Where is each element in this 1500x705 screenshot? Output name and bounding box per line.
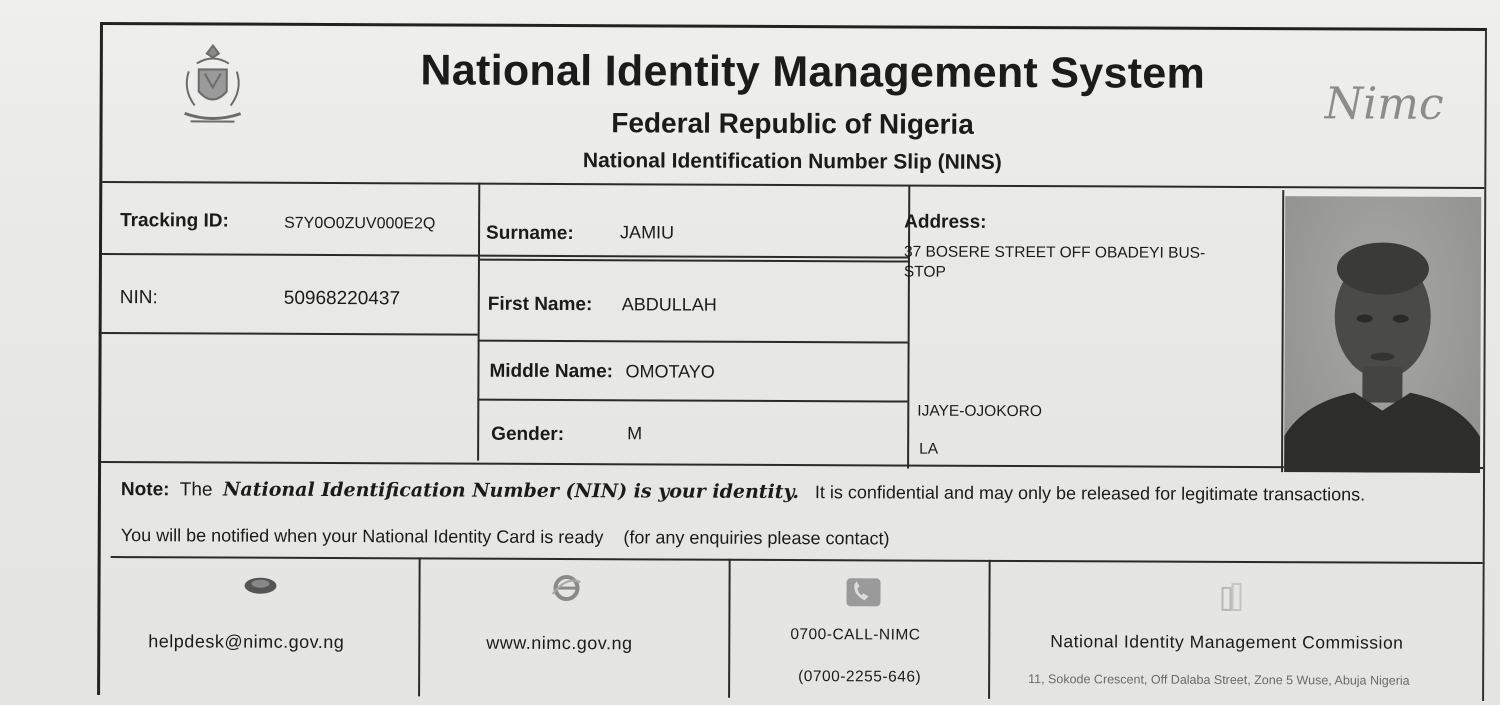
note-lead: The: [179, 479, 213, 501]
divider: [111, 556, 1483, 564]
divider: [728, 559, 731, 698]
divider: [102, 181, 1484, 189]
tracking-id-label: Tracking ID:: [120, 210, 229, 232]
passport-photo: [1284, 196, 1481, 473]
footer-org: National Identity Management Commission: [1050, 631, 1404, 653]
address-state: LA: [919, 440, 939, 458]
note-line2a: You will be notified when your National Identity Card is ready: [120, 525, 604, 548]
footer-org-address: 11, Sokode Crescent, Off Dalaba Street, Zone 5 Wuse, Abuja Nigeria: [1028, 672, 1410, 688]
surname-label: Surname:: [486, 222, 574, 245]
gender-value: M: [627, 423, 643, 444]
tracking-id-value: S7Y0O0ZUV000E2Q: [284, 214, 436, 233]
nin-label: NIN:: [119, 287, 158, 309]
address-label: Address:: [904, 211, 987, 233]
note-line-2: [121, 525, 890, 549]
divider: [477, 399, 907, 403]
divider: [478, 340, 908, 344]
surname-value: JAMIU: [620, 222, 675, 243]
divider: [988, 560, 991, 699]
divider: [418, 557, 421, 696]
first-name-label: First Name:: [487, 293, 593, 316]
nin-value: 50968220437: [283, 287, 401, 310]
note-label: Note:: [120, 479, 170, 501]
middle-name-value: OMOTAYO: [625, 361, 715, 382]
footer-phone: 0700-CALL-NIMC: [790, 626, 921, 644]
divider: [477, 183, 480, 461]
divider: [102, 332, 478, 336]
divider: [101, 461, 1483, 469]
note-rest: It is confidential and may only be released for legitimate transactions.: [814, 482, 1366, 505]
divider: [478, 259, 908, 263]
note-line-1: [121, 478, 1491, 507]
document-subtitle: Federal Republic of Nigeria: [611, 107, 974, 140]
nimc-logo-icon: Nimc: [1324, 78, 1444, 130]
document-title: National Identity Management System: [420, 46, 1206, 98]
address-lga: IJAYE-OJOKORO: [917, 402, 1042, 421]
phone-icon: [844, 576, 882, 608]
address-line2: STOP: [903, 263, 946, 281]
gender-label: Gender:: [491, 423, 565, 446]
note-emphasis: National Identification Number (NIN) is your identity.: [223, 478, 800, 504]
footer-phone-digits: (0700-2255-646): [798, 668, 922, 686]
note-line2b: (for any enquiries please contact): [623, 527, 890, 549]
address-line1: 37 BOSERE STREET OFF OBADEYI BUS-: [903, 243, 1206, 262]
divider: [102, 253, 908, 259]
nin-slip: [97, 22, 1487, 701]
footer-email: helpdesk@nimc.gov.ng: [148, 631, 345, 653]
middle-name-label: Middle Name:: [489, 360, 614, 383]
slip-title: National Identification Number Slip (NINS): [582, 149, 1002, 174]
coat-of-arms-icon: [175, 39, 251, 131]
first-name-value: ABDULLAH: [621, 294, 717, 315]
building-icon: [1218, 582, 1244, 612]
footer-website: www.nimc.gov.ng: [486, 632, 633, 654]
email-icon: [240, 574, 280, 598]
web-icon: [548, 572, 584, 604]
